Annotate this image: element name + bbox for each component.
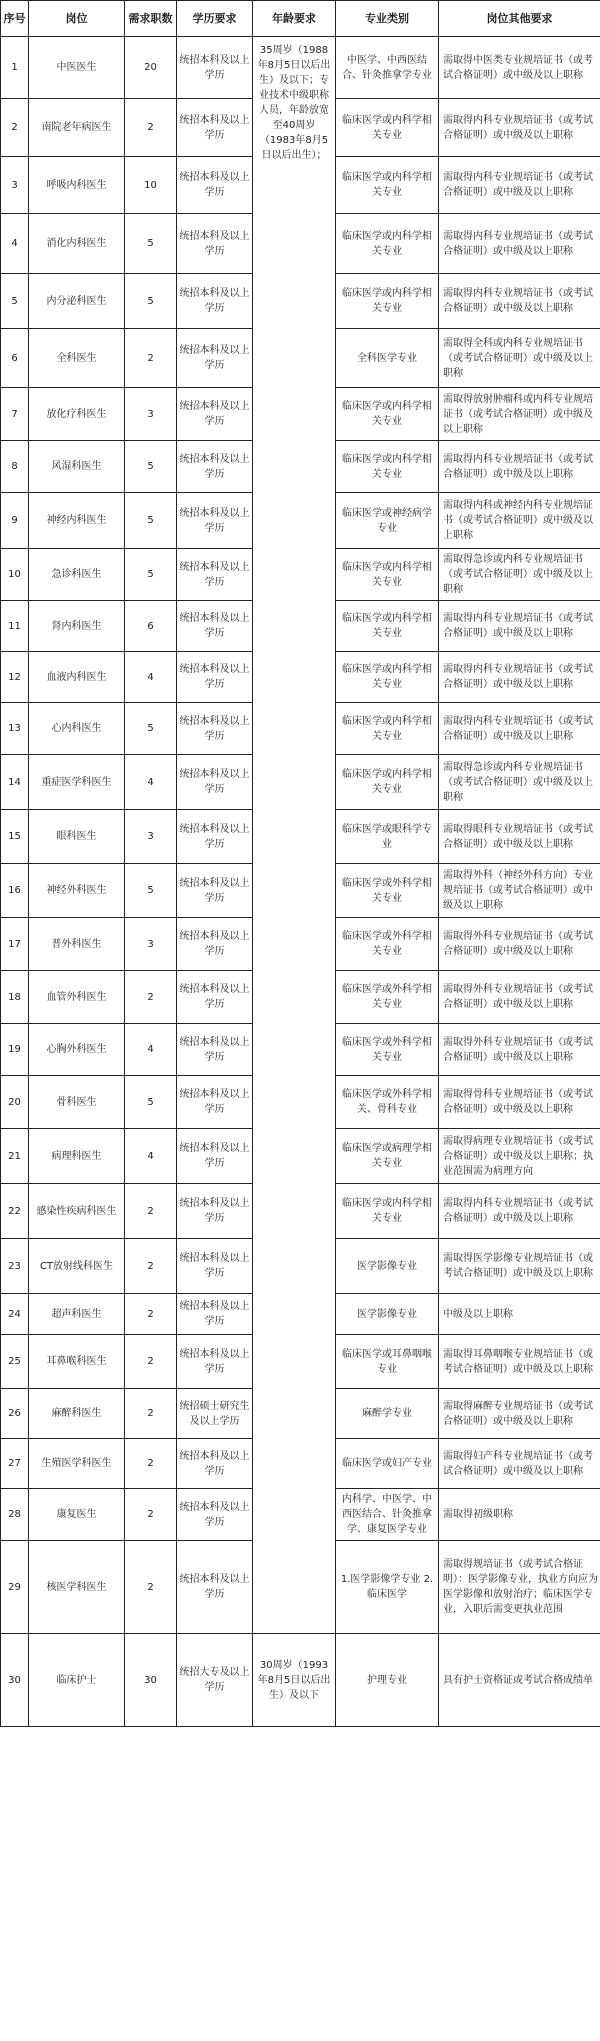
row-index: 5 bbox=[1, 274, 29, 329]
row-major: 全科医学专业 bbox=[336, 329, 439, 388]
row-index: 12 bbox=[1, 652, 29, 703]
row-major: 临床医学或外科学相关专业 bbox=[336, 864, 439, 918]
row-education: 统招本科及以上学历 bbox=[177, 329, 253, 388]
row-post: 肾内科医生 bbox=[29, 601, 125, 652]
row-index: 13 bbox=[1, 703, 29, 755]
row-index: 11 bbox=[1, 601, 29, 652]
row-count: 2 bbox=[125, 1184, 177, 1239]
row-post: 重症医学科医生 bbox=[29, 755, 125, 810]
row-education: 统招本科及以上学历 bbox=[177, 755, 253, 810]
row-major: 临床医学或内科学相关专业 bbox=[336, 1184, 439, 1239]
row-count: 5 bbox=[125, 493, 177, 549]
row-post: 神经外科医生 bbox=[29, 864, 125, 918]
row-post: 心胸外科医生 bbox=[29, 1024, 125, 1076]
row-index: 8 bbox=[1, 441, 29, 493]
header-index: 序号 bbox=[1, 1, 29, 37]
header-post: 岗位 bbox=[29, 1, 125, 37]
row-other-requirement: 需取得外科专业规培证书（或考试合格证明）或中级及以上职称 bbox=[439, 918, 600, 971]
row-other-requirement: 需取得外科专业规培证书（或考试合格证明）或中级及以上职称 bbox=[439, 1024, 600, 1076]
row-major: 临床医学或外科学相关、骨科专业 bbox=[336, 1076, 439, 1129]
row-education: 统招本科及以上学历 bbox=[177, 37, 253, 99]
row-major: 中医学、中西医结合、针灸推拿学专业 bbox=[336, 37, 439, 99]
row-count: 2 bbox=[125, 1294, 177, 1335]
row-other-requirement: 需取得内科专业规培证书（或考试合格证明）或中级及以上职称 bbox=[439, 703, 600, 755]
row-index: 20 bbox=[1, 1076, 29, 1129]
header-age: 年龄要求 bbox=[253, 1, 336, 37]
row-count: 5 bbox=[125, 864, 177, 918]
row-education: 统招本科及以上学历 bbox=[177, 549, 253, 601]
table-row bbox=[1, 1634, 600, 1727]
row-major: 临床医学或外科学相关专业 bbox=[336, 1024, 439, 1076]
header-education: 学历要求 bbox=[177, 1, 253, 37]
row-education: 统招大专及以上学历 bbox=[177, 1634, 253, 1727]
row-major: 临床医学或神经病学专业 bbox=[336, 493, 439, 549]
row-count: 2 bbox=[125, 971, 177, 1024]
row-index: 3 bbox=[1, 157, 29, 214]
row-count: 4 bbox=[125, 652, 177, 703]
row-post: 生殖医学科医生 bbox=[29, 1439, 125, 1489]
row-other-requirement: 需取得妇产科专业规培证书（或考试合格证明）或中级及以上职称 bbox=[439, 1439, 600, 1489]
row-education: 统招本科及以上学历 bbox=[177, 493, 253, 549]
row-major: 临床医学或病理学相关专业 bbox=[336, 1129, 439, 1184]
row-count: 2 bbox=[125, 1439, 177, 1489]
row-post: 内分泌科医生 bbox=[29, 274, 125, 329]
row-index: 26 bbox=[1, 1389, 29, 1439]
row-major: 医学影像专业 bbox=[336, 1239, 439, 1294]
row-education: 统招本科及以上学历 bbox=[177, 274, 253, 329]
row-education: 统招本科及以上学历 bbox=[177, 1489, 253, 1541]
row-post: 血管外科医生 bbox=[29, 971, 125, 1024]
row-major: 临床医学或眼科学专业 bbox=[336, 810, 439, 864]
row-education: 统招本科及以上学历 bbox=[177, 99, 253, 157]
row-post: 核医学科医生 bbox=[29, 1541, 125, 1634]
row-education: 统招本科及以上学历 bbox=[177, 1294, 253, 1335]
row-index: 4 bbox=[1, 214, 29, 274]
row-age-requirement: 30周岁（1993年8月5日以后出生）及以下 bbox=[253, 1634, 336, 1727]
row-other-requirement: 需取得初级职称 bbox=[439, 1489, 600, 1541]
row-other-requirement: 需取得内科专业规培证书（或考试合格证明）或中级及以上职称 bbox=[439, 157, 600, 214]
row-major: 1.医学影像学专业 2.临床医学 bbox=[336, 1541, 439, 1634]
row-count: 5 bbox=[125, 703, 177, 755]
row-other-requirement: 需取得麻醉专业规培证书（或考试合格证明）或中级及以上职称 bbox=[439, 1389, 600, 1439]
row-post: 骨科医生 bbox=[29, 1076, 125, 1129]
row-index: 15 bbox=[1, 810, 29, 864]
row-index: 10 bbox=[1, 549, 29, 601]
row-other-requirement: 需取得医学影像专业规培证书（或考试合格证明）或中级及以上职称 bbox=[439, 1239, 600, 1294]
row-major: 临床医学或内科学相关专业 bbox=[336, 703, 439, 755]
row-education: 统招本科及以上学历 bbox=[177, 214, 253, 274]
row-major: 临床医学或耳鼻咽喉专业 bbox=[336, 1335, 439, 1389]
row-major: 临床医学或内科学相关专业 bbox=[336, 441, 439, 493]
row-count: 3 bbox=[125, 388, 177, 441]
row-index: 17 bbox=[1, 918, 29, 971]
row-count: 2 bbox=[125, 1541, 177, 1634]
row-count: 2 bbox=[125, 1489, 177, 1541]
row-major: 临床医学或外科学相关专业 bbox=[336, 918, 439, 971]
row-other-requirement: 需取得内科专业规培证书（或考试合格证明）或中级及以上职称 bbox=[439, 652, 600, 703]
row-education: 统招本科及以上学历 bbox=[177, 703, 253, 755]
row-major: 内科学、中医学、中西医结合、针灸推拿学、康复医学专业 bbox=[336, 1489, 439, 1541]
row-education: 统招本科及以上学历 bbox=[177, 918, 253, 971]
row-count: 3 bbox=[125, 810, 177, 864]
row-count: 5 bbox=[125, 1076, 177, 1129]
row-count: 4 bbox=[125, 1024, 177, 1076]
header-other-requirements: 岗位其他要求 bbox=[439, 1, 600, 37]
row-major: 护理专业 bbox=[336, 1634, 439, 1727]
row-other-requirement: 需取得内科专业规培证书（或考试合格证明）或中级及以上职称 bbox=[439, 274, 600, 329]
row-post: 中医医生 bbox=[29, 37, 125, 99]
row-count: 30 bbox=[125, 1634, 177, 1727]
row-index: 16 bbox=[1, 864, 29, 918]
row-count: 10 bbox=[125, 157, 177, 214]
row-education: 统招本科及以上学历 bbox=[177, 441, 253, 493]
row-index: 30 bbox=[1, 1634, 29, 1727]
row-education: 统招本科及以上学历 bbox=[177, 652, 253, 703]
row-count: 5 bbox=[125, 214, 177, 274]
row-major: 临床医学或内科学相关专业 bbox=[336, 388, 439, 441]
row-index: 7 bbox=[1, 388, 29, 441]
row-index: 25 bbox=[1, 1335, 29, 1389]
row-count: 6 bbox=[125, 601, 177, 652]
row-education: 统招本科及以上学历 bbox=[177, 388, 253, 441]
row-major: 临床医学或内科学相关专业 bbox=[336, 601, 439, 652]
row-count: 5 bbox=[125, 441, 177, 493]
row-other-requirement: 需取得耳鼻咽喉专业规培证书（或考试合格证明）或中级及以上职称 bbox=[439, 1335, 600, 1389]
header-count: 需求职数 bbox=[125, 1, 177, 37]
row-other-requirement: 需取得全科或内科专业规培证书（或考试合格证明）或中级及以上职称 bbox=[439, 329, 600, 388]
row-education: 统招本科及以上学历 bbox=[177, 1335, 253, 1389]
row-index: 2 bbox=[1, 99, 29, 157]
row-other-requirement: 需取得内科专业规培证书（或考试合格证明）或中级及以上职称 bbox=[439, 601, 600, 652]
row-other-requirement: 需取得病理专业规培证书（或考试合格证明）或中级及以上职称；执业范围需为病理方向 bbox=[439, 1129, 600, 1184]
row-post: 风湿科医生 bbox=[29, 441, 125, 493]
row-index: 19 bbox=[1, 1024, 29, 1076]
row-post: 眼科医生 bbox=[29, 810, 125, 864]
row-other-requirement: 需取得外科专业规培证书（或考试合格证明）或中级及以上职称 bbox=[439, 971, 600, 1024]
row-post: 康复医生 bbox=[29, 1489, 125, 1541]
row-post: 神经内科医生 bbox=[29, 493, 125, 549]
row-count: 2 bbox=[125, 329, 177, 388]
row-count: 3 bbox=[125, 918, 177, 971]
table-body bbox=[1, 37, 600, 1727]
row-index: 1 bbox=[1, 37, 29, 99]
row-education: 统招本科及以上学历 bbox=[177, 1076, 253, 1129]
row-post: 普外科医生 bbox=[29, 918, 125, 971]
row-count: 2 bbox=[125, 99, 177, 157]
row-post: 呼吸内科医生 bbox=[29, 157, 125, 214]
row-index: 29 bbox=[1, 1541, 29, 1634]
row-post: 临床护士 bbox=[29, 1634, 125, 1727]
table-header-row bbox=[1, 1, 600, 37]
row-index: 24 bbox=[1, 1294, 29, 1335]
row-other-requirement: 具有护士资格证或考试合格成绩单 bbox=[439, 1634, 600, 1727]
row-other-requirement: 需取得放射肿瘤科或内科专业规培证书（或考试合格证明）或中级及以上职称 bbox=[439, 388, 600, 441]
row-index: 9 bbox=[1, 493, 29, 549]
row-education: 统招本科及以上学历 bbox=[177, 157, 253, 214]
row-other-requirement: 需取得内科专业规培证书（或考试合格证明）或中级及以上职称 bbox=[439, 1184, 600, 1239]
row-index: 23 bbox=[1, 1239, 29, 1294]
row-other-requirement: 中级及以上职称 bbox=[439, 1294, 600, 1335]
row-index: 14 bbox=[1, 755, 29, 810]
row-major: 临床医学或内科学相关专业 bbox=[336, 274, 439, 329]
row-count: 20 bbox=[125, 37, 177, 99]
row-education: 统招本科及以上学历 bbox=[177, 1541, 253, 1634]
row-major: 临床医学或内科学相关专业 bbox=[336, 214, 439, 274]
row-major: 临床医学或内科学相关专业 bbox=[336, 157, 439, 214]
row-post: 超声科医生 bbox=[29, 1294, 125, 1335]
row-other-requirement: 需取得内科专业规培证书（或考试合格证明）或中级及以上职称 bbox=[439, 441, 600, 493]
row-major: 临床医学或内科学相关专业 bbox=[336, 652, 439, 703]
row-post: 血液内科医生 bbox=[29, 652, 125, 703]
row-index: 18 bbox=[1, 971, 29, 1024]
row-education: 统招本科及以上学历 bbox=[177, 1129, 253, 1184]
row-count: 2 bbox=[125, 1389, 177, 1439]
row-education: 统招本科及以上学历 bbox=[177, 601, 253, 652]
row-index: 21 bbox=[1, 1129, 29, 1184]
table-row bbox=[1, 37, 600, 99]
row-education: 统招本科及以上学历 bbox=[177, 1024, 253, 1076]
row-post: 病理科医生 bbox=[29, 1129, 125, 1184]
row-count: 2 bbox=[125, 1335, 177, 1389]
row-count: 4 bbox=[125, 755, 177, 810]
row-other-requirement: 需取得规培证书（或考试合格证明）：医学影像专业，执业方向应为医学影像和放射治疗；临床医学专业，入职后需变更执业范围 bbox=[439, 1541, 600, 1634]
row-index: 6 bbox=[1, 329, 29, 388]
row-other-requirement: 需取得骨科专业规培证书（或考试合格证明）或中级及以上职称 bbox=[439, 1076, 600, 1129]
row-major: 临床医学或妇产专业 bbox=[336, 1439, 439, 1489]
row-post: 南院老年病医生 bbox=[29, 99, 125, 157]
row-major: 临床医学或内科学相关专业 bbox=[336, 755, 439, 810]
header-major: 专业类别 bbox=[336, 1, 439, 37]
row-count: 2 bbox=[125, 1239, 177, 1294]
row-education: 统招本科及以上学历 bbox=[177, 971, 253, 1024]
row-post: 消化内科医生 bbox=[29, 214, 125, 274]
row-education: 统招本科及以上学历 bbox=[177, 1439, 253, 1489]
row-education: 统招本科及以上学历 bbox=[177, 1184, 253, 1239]
row-post: 感染性疾病科医生 bbox=[29, 1184, 125, 1239]
row-post: 急诊科医生 bbox=[29, 549, 125, 601]
row-count: 5 bbox=[125, 274, 177, 329]
row-other-requirement: 需取得内科专业规培证书（或考试合格证明）或中级及以上职称 bbox=[439, 99, 600, 157]
row-other-requirement: 需取得急诊或内科专业规培证书（或考试合格证明）或中级及以上职称 bbox=[439, 755, 600, 810]
row-education: 统招硕士研究生及以上学历 bbox=[177, 1389, 253, 1439]
row-post: 放化疗科医生 bbox=[29, 388, 125, 441]
row-major: 临床医学或内科学相关专业 bbox=[336, 549, 439, 601]
row-count: 4 bbox=[125, 1129, 177, 1184]
row-count: 5 bbox=[125, 549, 177, 601]
row-post: CT放射线科医生 bbox=[29, 1239, 125, 1294]
row-other-requirement: 需取得急诊或内科专业规培证书（或考试合格证明）或中级及以上职称 bbox=[439, 549, 600, 601]
row-other-requirement: 需取得眼科专业规培证书（或考试合格证明）或中级及以上职称 bbox=[439, 810, 600, 864]
row-other-requirement: 需取得中医类专业规培证书（或考试合格证明）或中级及以上职称 bbox=[439, 37, 600, 99]
row-major: 临床医学或内科学相关专业 bbox=[336, 99, 439, 157]
row-post: 麻醉科医生 bbox=[29, 1389, 125, 1439]
row-post: 耳鼻喉科医生 bbox=[29, 1335, 125, 1389]
row-index: 28 bbox=[1, 1489, 29, 1541]
row-education: 统招本科及以上学历 bbox=[177, 864, 253, 918]
row-major: 麻醉学专业 bbox=[336, 1389, 439, 1439]
row-index: 27 bbox=[1, 1439, 29, 1489]
row-other-requirement: 需取得内科或神经内科专业规培证书（或考试合格证明）或中级及以上职称 bbox=[439, 493, 600, 549]
row-age-requirement: 35周岁（1988年8月5日以后出生）及以下；专业技术中级职称人员，年龄放宽至40周岁（1983年8月5日以后出生）； bbox=[253, 37, 336, 1634]
row-other-requirement: 需取得内科专业规培证书（或考试合格证明）或中级及以上职称 bbox=[439, 214, 600, 274]
row-index: 22 bbox=[1, 1184, 29, 1239]
row-post: 全科医生 bbox=[29, 329, 125, 388]
row-education: 统招本科及以上学历 bbox=[177, 1239, 253, 1294]
row-other-requirement: 需取得外科（神经外科方向）专业规培证书（或考试合格证明）或中级及以上职称 bbox=[439, 864, 600, 918]
row-major: 医学影像专业 bbox=[336, 1294, 439, 1335]
row-post: 心内科医生 bbox=[29, 703, 125, 755]
row-education: 统招本科及以上学历 bbox=[177, 810, 253, 864]
row-major: 临床医学或外科学相关专业 bbox=[336, 971, 439, 1024]
